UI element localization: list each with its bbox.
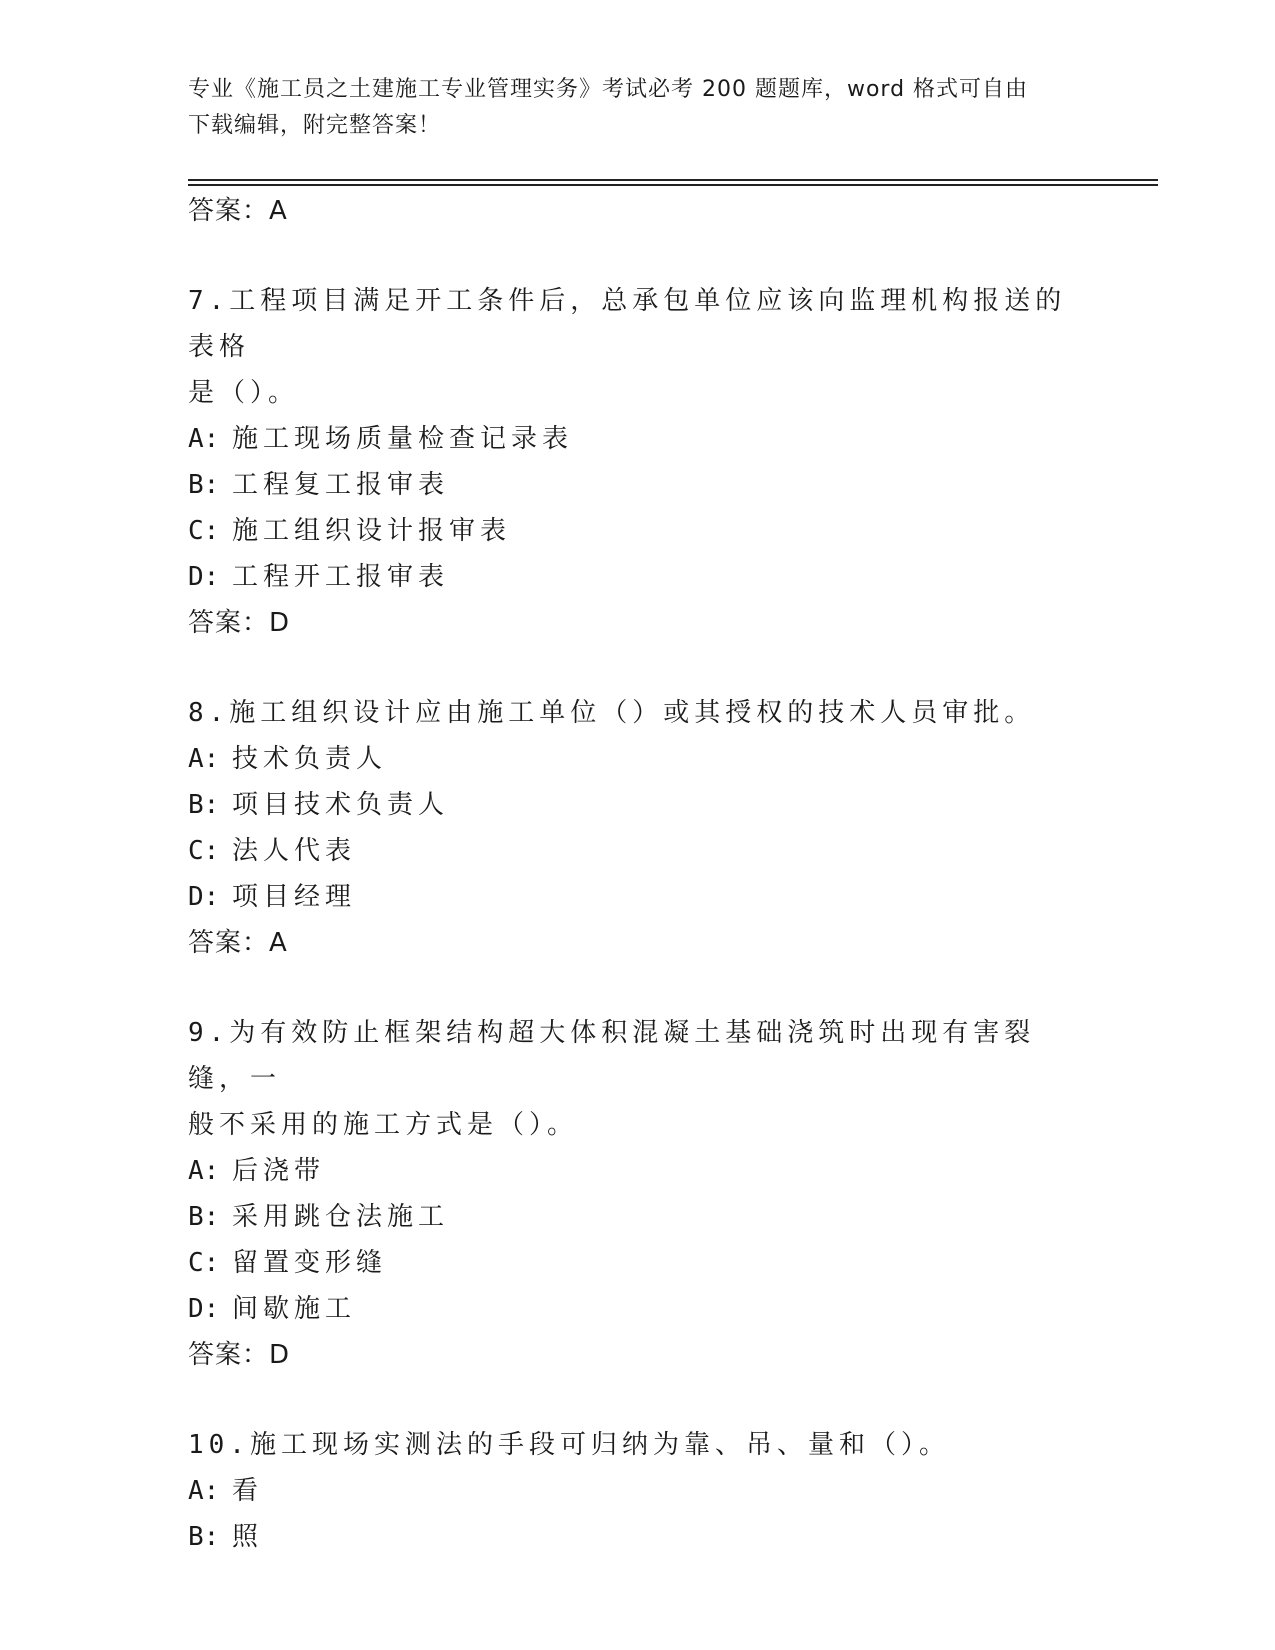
option-b [188,1514,1088,1560]
option-a [188,416,1088,462]
option-text: 项目技术负责人 [232,790,450,820]
answer-line: 答案：A [188,928,288,958]
document-header [188,72,1088,144]
option-text: 工程开工报审表 [232,562,450,592]
question-8 [188,690,1088,966]
header-divider-top [188,179,1158,181]
option-letter: B: [188,470,220,500]
option-letter: A: [188,424,220,454]
header-line-2: 下载编辑，附完整答案！ [188,113,442,138]
header-divider-bottom [188,184,1158,186]
option-d [188,874,1088,920]
question-list [188,188,1088,1560]
option-c [188,828,1088,874]
option-letter: A: [188,744,220,774]
option-letter: D: [188,562,220,592]
option-letter: A: [188,1156,220,1186]
option-a [188,1148,1088,1194]
question-text-line-1: 9.为有效防止框架结构超大体积混凝土基础浇筑时出现有害裂缝，一 [188,1018,1036,1094]
option-text: 法人代表 [232,836,357,866]
question-text-line-1: 8.施工组织设计应由施工单位（）或其授权的技术人员审批。 [188,698,1036,728]
answer-line: 答案：D [188,1340,291,1370]
option-letter: C: [188,516,220,546]
previous-answer: 答案：A [188,196,288,226]
option-text: 施工组织设计报审表 [232,516,512,546]
option-b [188,462,1088,508]
option-text: 技术负责人 [232,744,388,774]
option-letter: B: [188,1522,220,1552]
option-text: 施工现场质量检查记录表 [232,424,574,454]
option-d [188,554,1088,600]
question-text-line-2: 是（）。 [188,378,300,408]
option-text: 采用跳仓法施工 [232,1202,450,1232]
option-letter: D: [188,1294,220,1324]
option-text: 照 [232,1522,264,1552]
answer-line: 答案：D [188,608,291,638]
option-c [188,1240,1088,1286]
question-text-line-2: 般不采用的施工方式是（）。 [188,1110,579,1140]
option-text: 留置变形缝 [232,1248,388,1278]
option-text: 看 [232,1476,264,1506]
question-10 [188,1422,1088,1560]
question-text-line-1: 7.工程项目满足开工条件后，总承包单位应该向监理机构报送的表格 [188,286,1067,362]
option-text: 工程复工报审表 [232,470,450,500]
option-letter: C: [188,1248,220,1278]
option-letter: B: [188,790,220,820]
option-d [188,1286,1088,1332]
option-b [188,1194,1088,1240]
option-text: 项目经理 [232,882,357,912]
option-a [188,736,1088,782]
option-text: 后浇带 [232,1156,326,1186]
option-c [188,508,1088,554]
option-letter: C: [188,836,220,866]
question-9 [188,1010,1088,1378]
question-text-line-1: 10.施工现场实测法的手段可归纳为靠、吊、量和（）。 [188,1430,950,1460]
option-a [188,1468,1088,1514]
header-line-1: 专业《施工员之土建施工专业管理实务》考试必考 200 题题库，word 格式可自由 [188,77,1029,102]
option-letter: A: [188,1476,220,1506]
option-letter: B: [188,1202,220,1232]
option-text: 间歇施工 [232,1294,357,1324]
option-b [188,782,1088,828]
option-letter: D: [188,882,220,912]
question-7 [188,278,1088,646]
